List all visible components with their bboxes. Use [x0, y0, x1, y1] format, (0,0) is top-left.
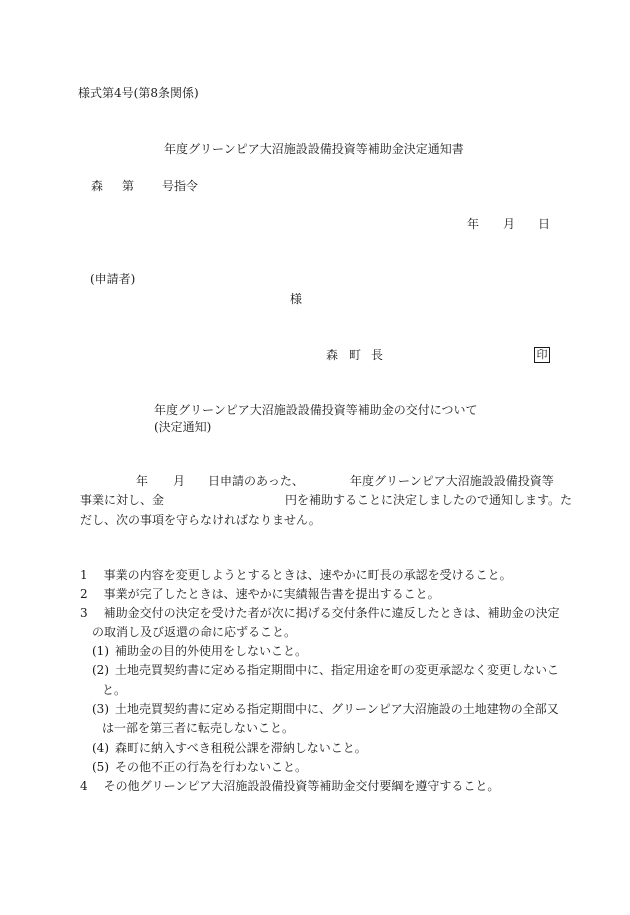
- condition-text: 事業の内容を変更しようとするときは、速やかに町長の承認を受けること。: [103, 568, 512, 582]
- date-month: 月: [503, 217, 516, 231]
- condition-3-cont: の取消し及び返還の命に応ずること。: [92, 625, 297, 639]
- applicant-label: (申請者): [90, 272, 136, 286]
- seal-stamp: 印: [534, 347, 550, 363]
- condition-1: [80, 569, 512, 581]
- condition-text: 補助金交付の決定を受けた者が次に掲げる交付条件に違反したときは、補助金の決定: [103, 606, 560, 620]
- issuer-mori: 森: [326, 348, 339, 362]
- sub-condition-text: 土地売買契約書に定める指定期間中に、指定用途を町の変更承認なく変更しないこ: [115, 663, 560, 677]
- condition-2: [80, 588, 440, 600]
- sub-condition-2-cont: と。: [102, 683, 127, 697]
- date-day: 日: [538, 217, 551, 231]
- condition-3: [80, 607, 560, 619]
- body-text-1: 日申請のあった、: [208, 474, 304, 488]
- sub-condition-text: 土地売買契約書に定める指定期間中に、グリーンピア大沼施設の土地建物の全部又: [115, 702, 559, 716]
- body-month: 月: [173, 474, 186, 488]
- subject-line-1: 年度グリーンピア大沼施設設備投資等補助金の交付について: [154, 403, 478, 417]
- condition-text: その他グリーンピア大沼施設設備投資等補助金交付要綱を遵守すること。: [103, 779, 500, 793]
- ref-dai: 第: [122, 179, 135, 193]
- sub-condition-num: (5): [92, 760, 109, 774]
- condition-4: [80, 780, 499, 792]
- sub-condition-2: [92, 664, 559, 676]
- sub-condition-text: 森町に納入すべき租税公課を滞納しないこと。: [115, 741, 367, 755]
- form-number: 様式第4号(第8条関係): [78, 86, 199, 100]
- date-year: 年: [467, 217, 480, 231]
- body-line2-text2: 円を補助することに決定しましたので通知します。た: [285, 493, 573, 507]
- body-text-2: 年度グリーンピア大沼施設設備投資等: [350, 474, 554, 488]
- sub-condition-num: (2): [92, 663, 109, 677]
- sub-condition-5: [92, 761, 307, 773]
- condition-num: 1: [80, 568, 88, 582]
- sub-condition-3-cont: は一部を第三者に転売しないこと。: [102, 721, 295, 735]
- body-year: 年: [136, 474, 149, 488]
- sub-condition-num: (3): [92, 702, 109, 716]
- document-title: 年度グリーンピア大沼施設設備投資等補助金決定通知書: [164, 142, 464, 156]
- ref-gou-shirei: 号指令: [162, 179, 199, 193]
- body-line2-text1: 事業に対し、金: [80, 493, 165, 507]
- sub-condition-4: [92, 742, 367, 754]
- sub-condition-text: 補助金の目的外使用をしないこと。: [115, 644, 308, 658]
- sub-condition-num: (4): [92, 741, 109, 755]
- sub-condition-text: その他不正の行為を行わないこと。: [115, 760, 308, 774]
- subject-line-2: (決定通知): [154, 420, 212, 434]
- condition-num: 3: [80, 606, 88, 620]
- issuer-machi: 町: [349, 348, 362, 362]
- ref-mori: 森: [91, 179, 104, 193]
- sub-condition-3: [92, 703, 559, 715]
- sub-condition-num: (1): [92, 644, 109, 658]
- condition-text: 事業が完了したときは、速やかに実績報告書を提出すること。: [103, 587, 440, 601]
- body-line-3: だし、次の事項を守らなければなりません。: [80, 513, 321, 527]
- issuer-chou: 長: [371, 348, 384, 362]
- sub-condition-1: [92, 645, 307, 657]
- condition-num: 2: [80, 587, 88, 601]
- condition-num: 4: [80, 779, 88, 793]
- sama-label: 様: [290, 292, 303, 306]
